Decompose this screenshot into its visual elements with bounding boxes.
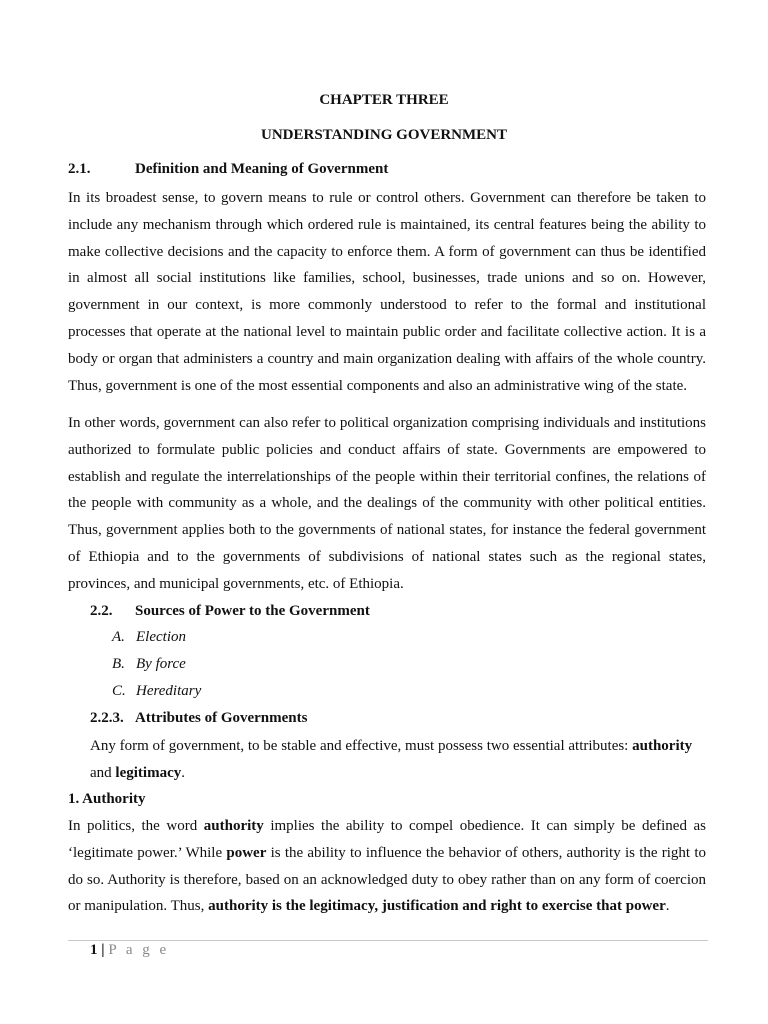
authority-heading: 1. Authority (68, 791, 146, 807)
section-number: 2.2.3. (90, 710, 124, 726)
text-run: Any form of government, to be stable and effective, must possess two essential attributes: (90, 738, 633, 754)
section-2-1-heading (68, 161, 388, 178)
text-run: In politics, the word (68, 818, 204, 834)
bold-definition: authority is the legitimacy, justification and right to exercise that power (208, 898, 666, 915)
bold-term-authority: authority (632, 738, 693, 754)
section-title: Sources of Power to the Government (135, 603, 370, 619)
section-2-2-3-heading (90, 710, 307, 727)
section-2-2-heading (90, 603, 370, 620)
paragraph-other-words: In other words, government can also refer to political organization comprising individuals and institutions authorized to formulate public policies and conduct affairs of state. Governments are empowered to establish and regulate the interrelationships of the people within their territorial confines, the relations of the people with community as a whole, and the dealings of the community with other political entities. Thus, government applies both to the governments of national states, for instance the federal government of Ethiopia and to the governments of subdivisions of national states such as the regional states, provinces, and municipal governments, etc. of Ethiopia. (68, 415, 706, 592)
list-item (112, 656, 186, 673)
list-item-label: C. (112, 683, 126, 699)
text-run: is the ability to influence the behavior of others, authority is the right to do so. Authority is therefore, based on an acknowledged duty to obey rather than on any form of coercion or manipulation. Thus, (68, 844, 706, 915)
section-number: 2.2. (90, 603, 113, 619)
text-run: and (90, 764, 116, 781)
page-footer (90, 942, 169, 959)
section-title: Definition and Meaning of Government (135, 161, 389, 177)
list-item (112, 683, 201, 700)
page-number: 1 (90, 942, 98, 958)
list-item-label: B. (112, 656, 125, 672)
list-item-label: A. (112, 629, 125, 645)
paragraph-definition: In its broadest sense, to govern means to rule or control others. Government can therefore be taken to include any mechanism through which ordered rule is maintained, its central features being the ability to make collective decisions and the capacity to enforce them. A form of government can thus be identified in almost all social institutions like families, school, businesses, trade unions and so on. However, government in our context, is more commonly understood to refer to the formal and institutional processes that operate at the national level to maintain public order and facilitate collective action. It is a body or organ that administers a country and main organization dealing with affairs of the whole country. Thus, government is one of the most essential components and also an administrative wing of the state. (68, 190, 706, 394)
text-run: . (181, 764, 185, 781)
bold-term-legitimacy: legitimacy (115, 764, 182, 781)
list-item-text: By force (136, 656, 186, 672)
paragraph-authority (68, 813, 706, 920)
bold-term-power: power (226, 844, 267, 861)
list-item (112, 629, 186, 646)
chapter-label: CHAPTER THREE (319, 92, 449, 108)
list-item-text: Hereditary (136, 683, 202, 699)
text-run: . (665, 898, 670, 915)
paragraph-attributes (90, 733, 706, 787)
text-run: implies the ability to compel obedience. It can simply be defined as ‘legitimate power.’ While (68, 818, 706, 861)
list-item-text: Election (136, 629, 186, 645)
footer-divider (68, 940, 708, 941)
page-word: P a g e (108, 942, 170, 958)
section-title: Attributes of Governments (135, 710, 308, 726)
section-number: 2.1. (68, 161, 91, 177)
chapter-title: UNDERSTANDING GOVERNMENT (261, 127, 507, 143)
footer-separator: | (101, 942, 105, 958)
bold-term-authority: authority (203, 818, 264, 834)
